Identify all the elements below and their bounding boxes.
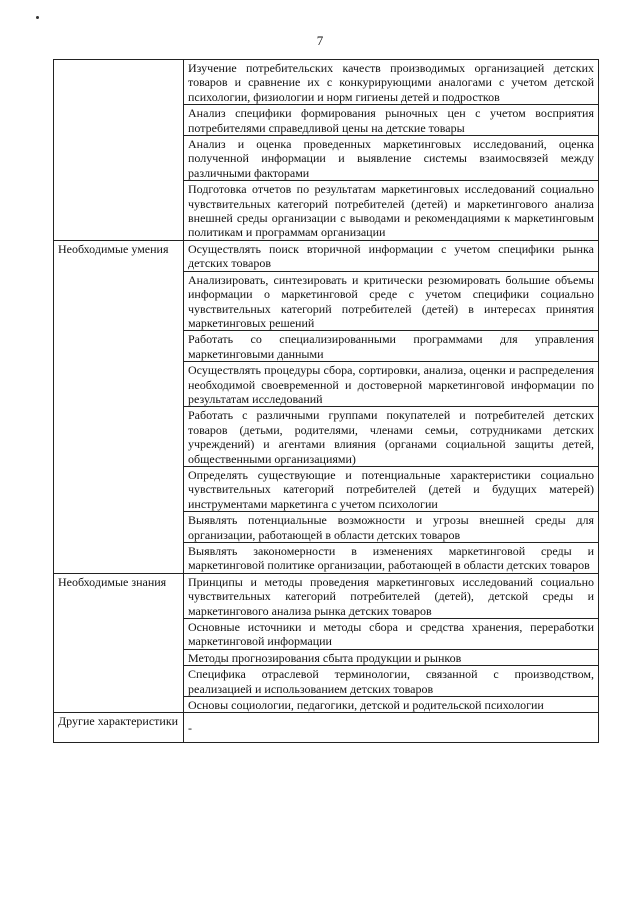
table-cell: Определять существующие и потенциальные характеристики социально чувствительных категорий потребителей (детей и будущих матерей) инструментами маркетинга с учетом психологии: [184, 466, 599, 511]
table-cell: Методы прогнозирования сбыта продукции и рынков: [184, 649, 599, 665]
table-row: [54, 60, 599, 105]
table-cell: Основы социологии, педагогики, детской и родительской психологии: [184, 697, 599, 713]
section-label-other: Другие характеристики: [54, 713, 184, 743]
table-row: [54, 713, 599, 743]
section-label: [54, 60, 184, 241]
section-label-knowledge: Необходимые знания: [54, 573, 184, 713]
section-label-skills: Необходимые умения: [54, 240, 184, 573]
table-cell: Подготовка отчетов по результатам маркетинговых исследований социально чувствительных категорий потребителей (детей) и маркетингового анализа внешней среды организации с выводами и рекомендациями к маркетинговым политикам и программам организации: [184, 181, 599, 241]
page-number: 7: [316, 33, 324, 48]
table-row: [54, 573, 599, 618]
table-cell: Работать со специализированными программами для управления маркетинговыми данными: [184, 331, 599, 362]
table-cell: Изучение потребительских качеств производимых организацией детских товаров и сравнение их с конкурирующими аналогами с учетом детской психологии, физиологии и норм гигиены детей и подростков: [184, 60, 599, 105]
qualification-table: [53, 59, 599, 743]
table-cell: Специфика отраслевой терминологии, связанной с производством, реализацией и использованием детских товаров: [184, 666, 599, 697]
table-cell: Осуществлять поиск вторичной информации с учетом специфики рынка детских товаров: [184, 240, 599, 271]
table-cell: Работать с различными группами покупателей и потребителей детских товаров (детьми, родителями, членами семьи, сотрудниками детских учреждений) и агентами влияния (органами социальной защиты детей, общественными организациями): [184, 407, 599, 467]
table-cell: Принципы и методы проведения маркетинговых исследований социально чувствительных категорий потребителей (детей), детской среды и маркетингового анализа рынка детских товаров: [184, 573, 599, 618]
table-cell: Осуществлять процедуры сбора, сортировки, анализа, оценки и распределения необходимой своевременной и достоверной маркетинговой информации по результатам исследований: [184, 362, 599, 407]
table-cell: Основные источники и методы сбора и средства хранения, переработки маркетинговой информации: [184, 619, 599, 650]
table-cell: Выявлять потенциальные возможности и угрозы внешней среды для организации, работающей в области детских товаров: [184, 512, 599, 543]
table-cell: Анализ и оценка проведенных маркетинговых исследований, оценка полученной информации и выявление системы взаимосвязей между различными факторами: [184, 136, 599, 181]
scan-speck: [36, 16, 39, 19]
table-cell: Выявлять закономерности в изменениях маркетинговой среды и маркетинговой политике организации, работающей в области детских товаров: [184, 543, 599, 574]
table-cell: -: [184, 713, 599, 743]
table-cell: Анализировать, синтезировать и критически резюмировать большие объемы информации о маркетинговой среде с учетом специфики социально чувствительных категорий потребителей (детей) в интересах принятия маркетинговых решений: [184, 271, 599, 331]
table-row: [54, 240, 599, 271]
table-cell: Анализ специфики формирования рыночных цен с учетом восприятия потребителями справедливой цены на детские товары: [184, 105, 599, 136]
